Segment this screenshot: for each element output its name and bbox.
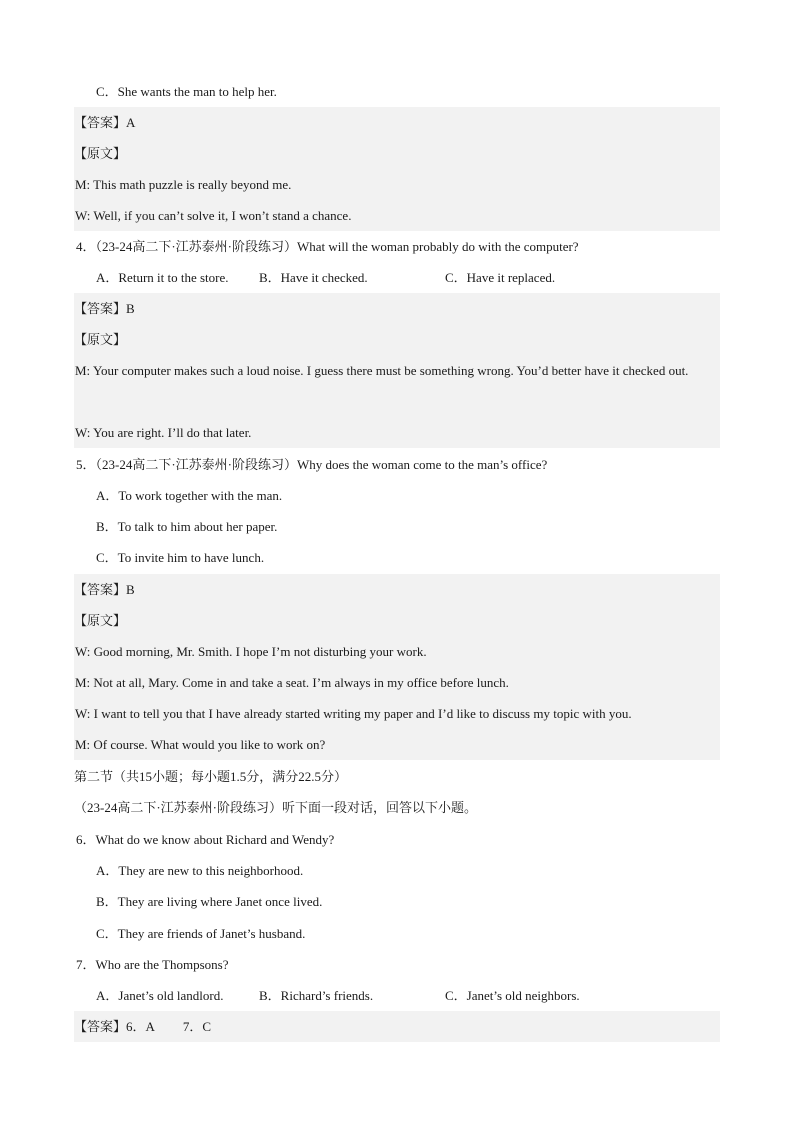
q6-q7-answer [74,1011,720,1042]
q7-option-b: B．Richard’s friends. [259,988,374,1003]
q5-option-c: C．To invite him to have lunch. [96,550,265,565]
q5-answer: 【答案】B [74,574,720,605]
q6-answer: 【答案】6．A [74,1019,155,1034]
q5-script-label: 【原文】 [74,605,720,636]
q6-option-b: B．They are living where Janet once lived. [96,894,323,909]
section2-heading: 第二节（共15小题；每小题1.5分，满分22.5分） [74,769,348,784]
q6-option-c: C．They are friends of Janet’s husband. [96,926,306,941]
q3-answer: 【答案】A [74,107,720,138]
q7-question: 7．Who are the Thompsons? [76,957,229,972]
q4-question: 4．（23-24高二下·江苏泰州·阶段练习）What will the woman probably do with the computer? [76,239,579,254]
q5-script-line-4: M: Of course. What would you like to work on? [74,729,720,760]
q4-option-a: A．Return it to the store. [96,270,229,285]
q7-options [74,980,720,1011]
q4-answer: 【答案】B [74,293,720,324]
q6-option-a: A．They are new to this neighborhood. [96,863,304,878]
q5-script-line-2: M: Not at all, Mary. Come in and take a seat. I’m always in my office before lunch. [74,667,720,698]
q4-script-line-1: M: Your computer makes such a loud noise. I guess there must be something wrong. You’d better have it checked out. [74,355,720,417]
q4-option-b: B．Have it checked. [259,270,368,285]
q4-script-label: 【原文】 [74,324,720,355]
q7-option-c: C．Janet’s old neighbors. [445,988,580,1003]
q5-option-a: A．To work together with the man. [96,488,283,503]
q4-option-c: C．Have it replaced. [445,270,556,285]
q7-option-a: A．Janet’s old landlord. [96,988,224,1003]
q3-option-c: C．She wants the man to help her. [96,84,277,99]
q3-script-line-1: M: This math puzzle is really beyond me. [74,169,720,200]
q4-options [74,262,720,293]
q4-script-line-2: W: You are right. I’ll do that later. [74,417,720,448]
q5-script-line-1: W: Good morning, Mr. Smith. I hope I’m not disturbing your work. [74,636,720,667]
q5-option-b: B．To talk to him about her paper. [96,519,278,534]
q3-script-line-2: W: Well, if you can’t solve it, I won’t stand a chance. [74,200,720,231]
q6-question: 6．What do we know about Richard and Wendy? [76,832,335,847]
q5-question: 5．（23-24高二下·江苏泰州·阶段练习）Why does the woman come to the man’s office? [76,457,548,472]
q7-answer: 7．C [182,1019,212,1034]
q3-script-label: 【原文】 [74,138,720,169]
q5-script-line-3: W: I want to tell you that I have already started writing my paper and I’d like to discuss my topic with you. [74,698,720,729]
section2-instruction: （23-24高二下·江苏泰州·阶段练习）听下面一段对话，回答以下小题。 [74,800,477,815]
